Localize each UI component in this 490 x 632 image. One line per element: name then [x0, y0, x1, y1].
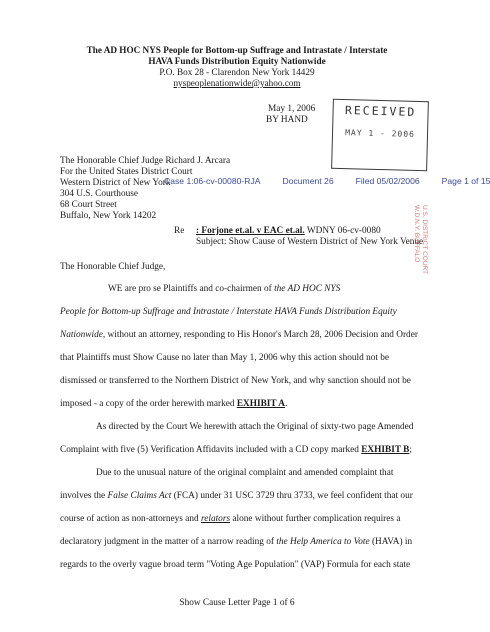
- page-footer: Show Cause Letter Page 1 of 6: [179, 598, 295, 608]
- org-name-line2: HAVA Funds Distribution Equity Nationwide: [148, 56, 326, 66]
- ecf-filed-date: Filed 05/02/2006: [355, 176, 420, 186]
- p3-line-4: declaratory judgment in the matter of a narrow reading of the Help America to Vote (HAVA) in: [60, 537, 413, 547]
- ecf-page-number: Page 1 of 15: [441, 176, 490, 186]
- p1-line-2: People for Bottom-up Suffrage and Intrastate / Interstate HAVA Funds Distribution Equity: [60, 307, 397, 317]
- p2-line-2: Complaint with five (5) Verification Affidavits included with a CD copy marked EXHIBIT B;: [60, 445, 412, 455]
- p1-line-4: that Plaintiffs must Show Cause no later than May 1, 2006 why this action should not be: [60, 353, 390, 363]
- recipient-line-2: For the United States District Court: [60, 167, 193, 177]
- p3-line-2: involves the False Claims Act (FCA) under 31 USC 3729 thru 3733, we feel confident that our: [60, 491, 413, 501]
- re-case-name: : Forjone et.al. v EAC et.al.: [196, 226, 305, 236]
- subject-line: Subject: Show Cause of Western District of New York Venue: [196, 237, 424, 247]
- p1-line-3: Nationwide, without an attorney, responding to His Honor's March 28, 2006 Decision and Order: [60, 330, 418, 340]
- org-name-line1: The AD HOC NYS People for Bottom-up Suffrage and Intrastate / Interstate: [86, 45, 388, 55]
- salutation: The Honorable Chief Judge,: [60, 262, 166, 272]
- re-label: Re: [174, 226, 185, 236]
- recipient-line-1: The Honorable Chief Judge Richard J. Arcara: [60, 156, 231, 166]
- org-email: nyspeoplenationwide@yahoo.com: [173, 78, 301, 88]
- p3-line-1: Due to the unusual nature of the original complaint and amended complaint that: [96, 468, 394, 478]
- received-stamp: [331, 99, 429, 171]
- p3-line-3: course of action as non-attorneys and relators alone without further complication requires a: [60, 514, 401, 524]
- ecf-case-number: Case 1:06-cv-00080-RJA: [164, 176, 261, 186]
- recipient-line-3: Western District of New York: [60, 178, 171, 188]
- received-stamp-title: RECEIVED: [344, 103, 417, 119]
- re-case-number: WDNY 06-cv-0080: [304, 226, 381, 236]
- org-address: P.O. Box 28 - Clarendon New York 14429: [159, 67, 315, 77]
- p1-line-6: imposed - a copy of the order herewith marked EXHIBIT A.: [60, 399, 288, 409]
- clerk-stamp: [412, 205, 428, 274]
- p2-line-1: As directed by the Court We herewith attach the Original of sixty-two page Amended: [96, 422, 414, 432]
- clerk-stamp-line1: U.S. DISTRICT COURT: [421, 205, 428, 275]
- delivery-method: BY HAND: [266, 115, 308, 125]
- re-line: [196, 226, 381, 237]
- p1-line-5: dismissed or transferred to the Northern District of New York, and why sanction should not be: [60, 376, 411, 386]
- letter-date: May 1, 2006: [268, 104, 316, 114]
- p1-line-1: WE are pro se Plaintiffs and co-chairmen of the AD HOC NYS: [108, 284, 341, 294]
- recipient-line-5: 68 Court Street: [60, 200, 117, 210]
- clerk-stamp-line2: W.D.N.Y. BUFFALO: [413, 205, 420, 263]
- recipient-line-6: Buffalo, New York 14202: [60, 211, 157, 221]
- exhibit-b-reference: EXHIBIT B: [361, 445, 410, 455]
- exhibit-a-reference: EXHIBIT A: [236, 399, 285, 409]
- ecf-document-number: Document 26: [282, 176, 334, 186]
- recipient-line-4: 304 U.S. Courthouse: [60, 189, 138, 199]
- received-stamp-date: MAY 1 - 2006: [345, 128, 416, 139]
- ecf-filing-header: [164, 176, 490, 186]
- p3-line-5: regards to the overly vague broad term "Voting Age Population" (VAP) Formula for each state: [60, 560, 411, 570]
